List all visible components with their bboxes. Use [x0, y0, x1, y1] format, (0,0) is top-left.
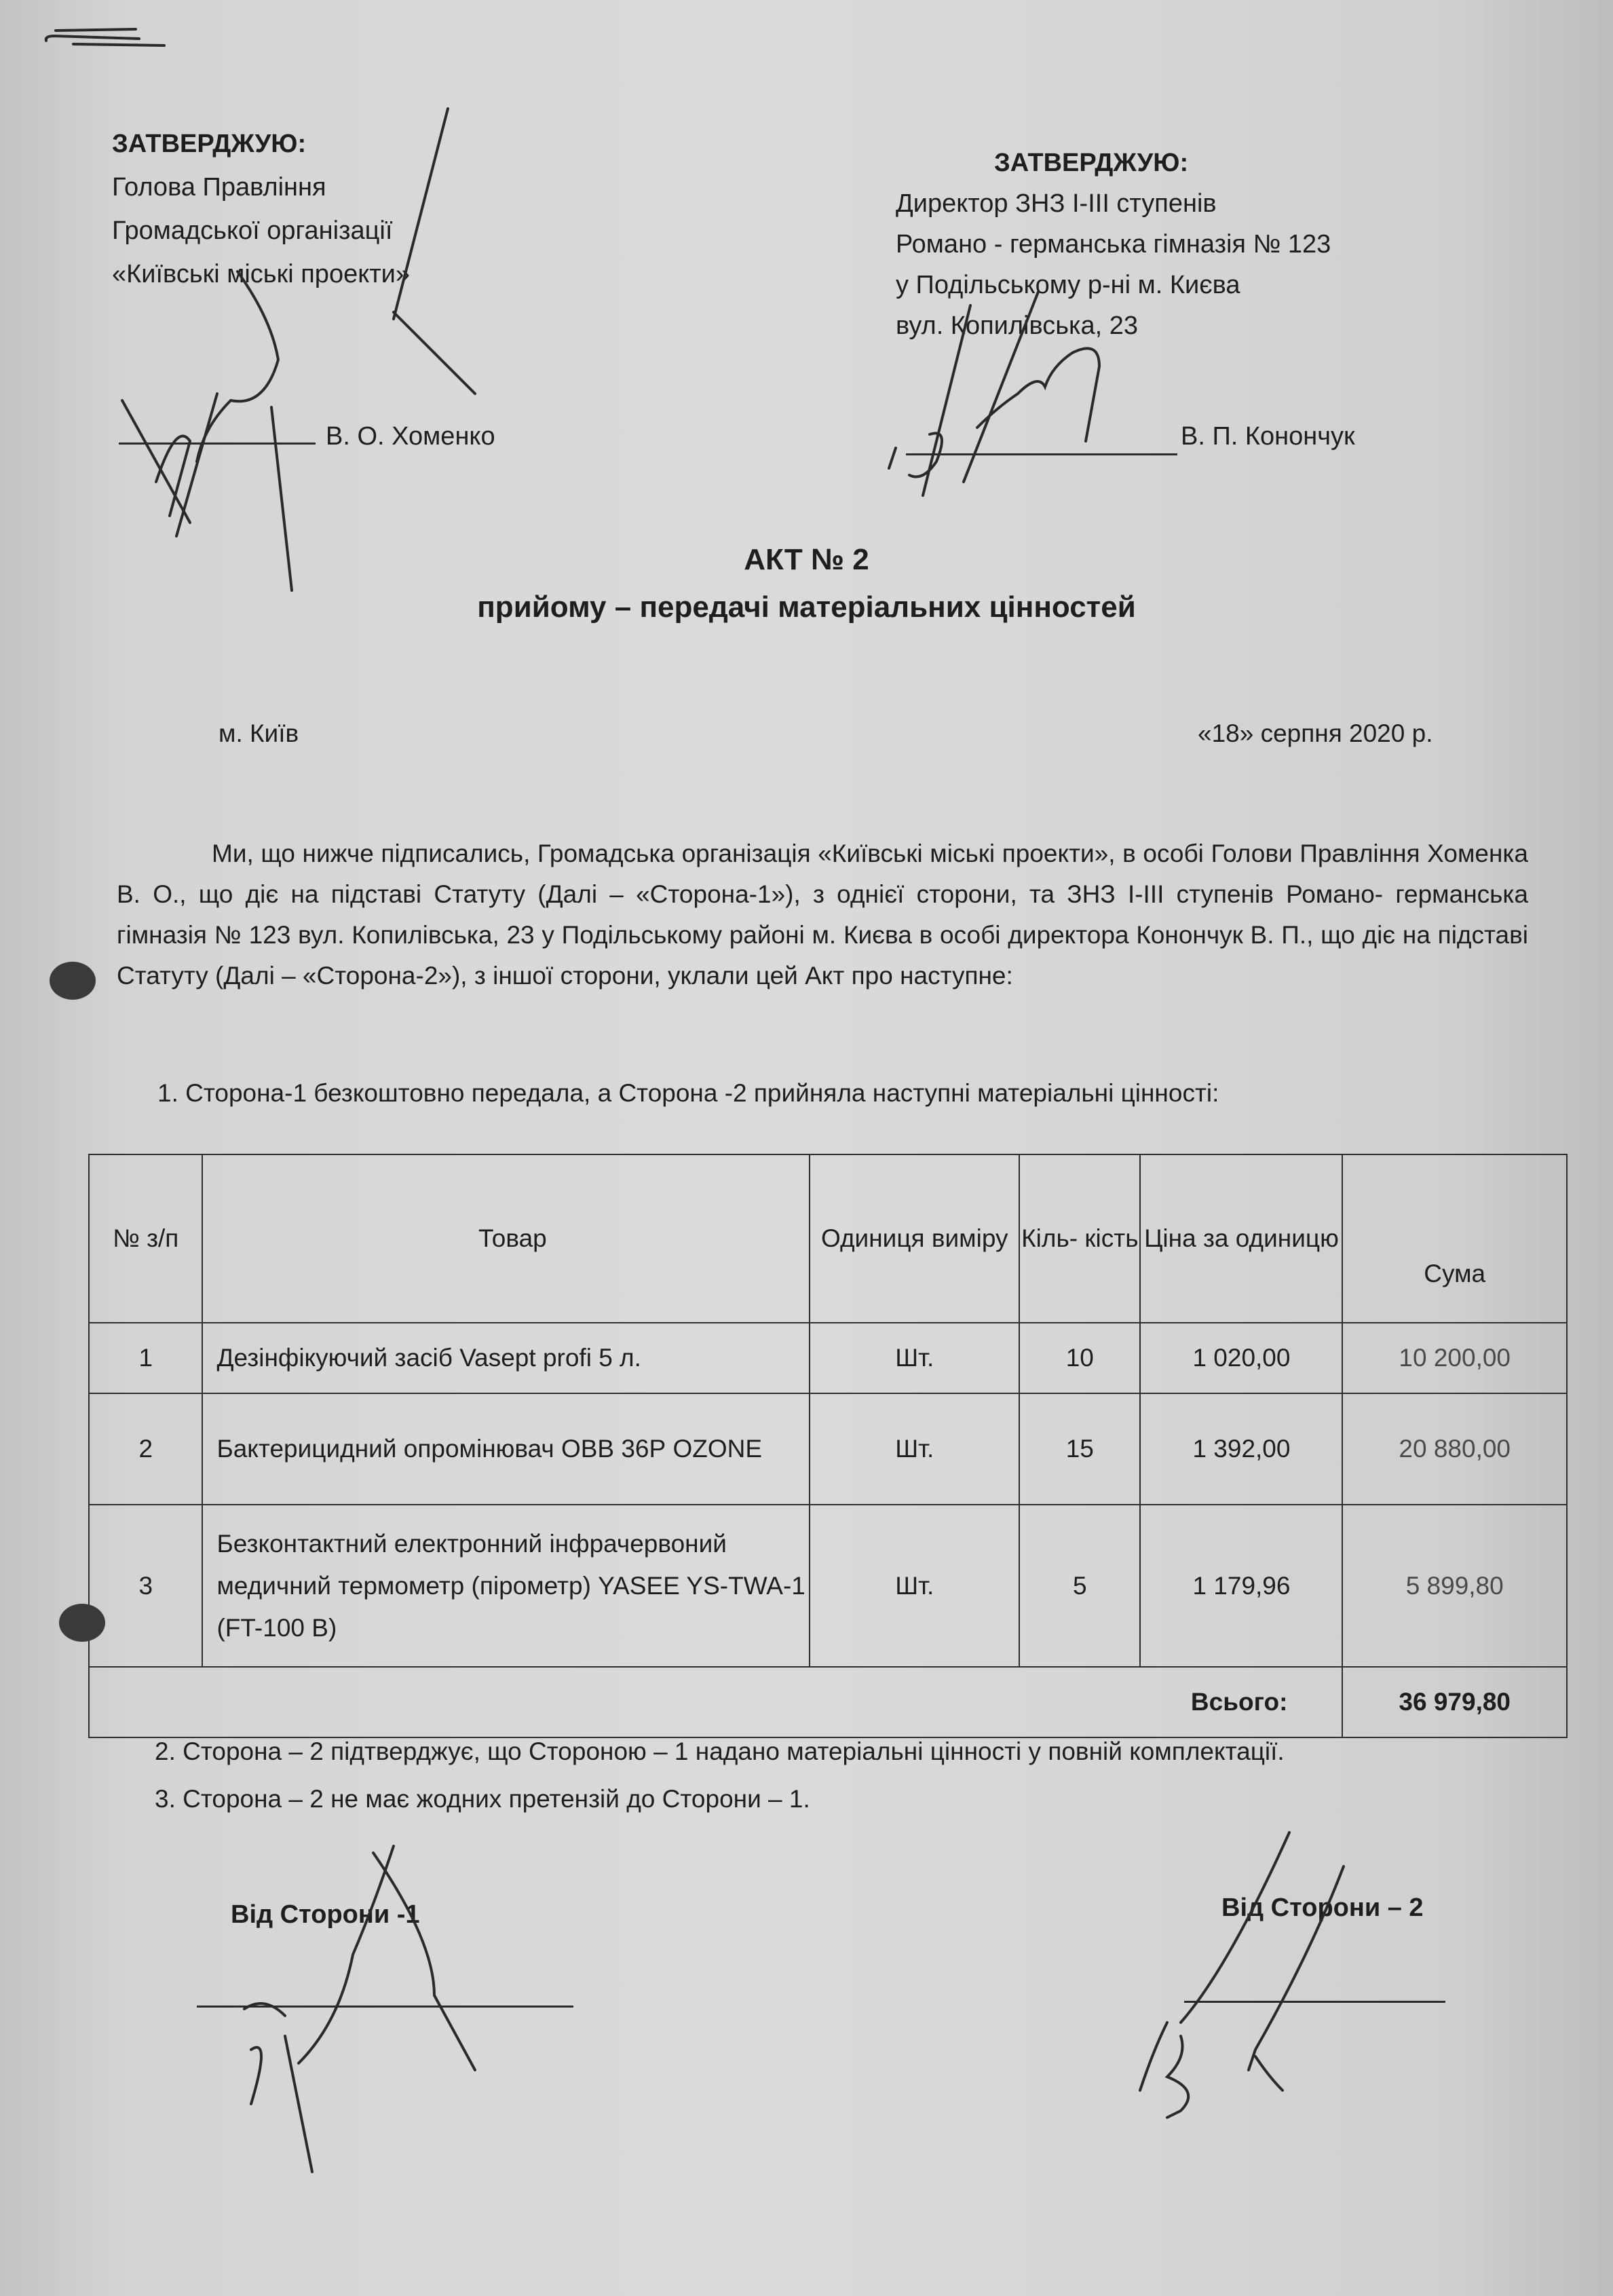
approval-line: Голова Правління: [112, 173, 326, 202]
table-row: [89, 1393, 1567, 1505]
approval-line: у Подільському р-ні м. Києва: [896, 271, 1240, 299]
handwritten-signature-right: [882, 292, 1167, 509]
document-title: АКТ № 2: [744, 543, 869, 576]
goods-table: [88, 1154, 1568, 1738]
approval-line: Директор ЗНЗ І-ІІІ ступенів: [896, 189, 1217, 218]
handwritten-signature-left: [95, 102, 475, 482]
signatory-name-left: В. О. Хоменко: [326, 422, 495, 451]
document-date: «18» серпня 2020 р.: [1198, 719, 1433, 747]
header-name: Товар: [202, 1154, 810, 1323]
cell-unit: Шт.: [810, 1505, 1019, 1667]
pen-scribble-mark: [41, 24, 176, 58]
cell-price: 1 179,96: [1140, 1505, 1342, 1667]
approval-line: Громадської організації: [112, 217, 393, 245]
cell-qty: 5: [1019, 1505, 1140, 1667]
punch-hole: [59, 1604, 105, 1642]
cell-num: 1: [89, 1323, 202, 1393]
header-num: № з/п: [89, 1154, 202, 1323]
approval-heading-right: ЗАТВЕРДЖУЮ:: [994, 149, 1189, 177]
intro-paragraph: [117, 833, 1528, 996]
cell-num: 2: [89, 1393, 202, 1505]
cell-name: Дезінфікуючий засіб Vasept profi 5 л.: [202, 1323, 810, 1393]
cell-sum: 10 200,00: [1342, 1323, 1567, 1393]
cell-qty: 10: [1019, 1323, 1140, 1393]
clause-2: 2. Сторона – 2 підтверджує, що Стороною – 1 надано матеріальні цінності у повній комплектації.: [155, 1737, 1285, 1765]
approval-line: вул. Копилівська, 23: [896, 312, 1139, 340]
cell-qty: 15: [1019, 1393, 1140, 1505]
signature-label-party-2: Від Сторони – 2: [1221, 1894, 1424, 1922]
header-sum: Сума: [1342, 1154, 1567, 1323]
handwritten-signature-party-2: [1052, 1832, 1391, 2090]
table-row: [89, 1505, 1567, 1667]
cell-price: 1 392,00: [1140, 1393, 1342, 1505]
document-subtitle: прийому – передачі матеріальних цінностей: [477, 590, 1136, 624]
approval-line: «Київські міські проекти»: [112, 260, 411, 288]
cell-unit: Шт.: [810, 1323, 1019, 1393]
cell-num: 3: [89, 1505, 202, 1667]
approval-line: Романо - германська гімназія № 123: [896, 230, 1331, 259]
cell-unit: Шт.: [810, 1393, 1019, 1505]
approval-heading-left: ЗАТВЕРДЖУЮ:: [112, 130, 307, 158]
clause-3: 3. Сторона – 2 не має жодних претензій до Сторони – 1.: [155, 1785, 810, 1813]
header-unit: Одиниця виміру: [810, 1154, 1019, 1323]
cell-name: Бактерицидний опромінювач ОВВ 36Р OZONE: [202, 1393, 810, 1505]
table-header-row: [89, 1154, 1567, 1323]
signatory-name-right: В. П. Конончук: [1181, 422, 1355, 451]
total-label: Всього:: [89, 1667, 1342, 1737]
document-city: м. Київ: [219, 719, 299, 747]
header-price: Ціна за одиницю: [1140, 1154, 1342, 1323]
cell-price: 1 020,00: [1140, 1323, 1342, 1393]
clause-1: 1. Сторона-1 безкоштовно передала, а Сторона -2 прийняла наступні матеріальні цінності:: [157, 1079, 1219, 1107]
table-row: [89, 1323, 1567, 1393]
total-value: 36 979,80: [1342, 1667, 1567, 1737]
cell-sum: 20 880,00: [1342, 1393, 1567, 1505]
header-qty: Кіль- кість: [1019, 1154, 1140, 1323]
intro-text: Ми, що нижче підписались, Громадська організація «Київські міські проекти», в особі Голови Правління Хоменка В. О., що діє на підставі Статуту (Далі – «Сторона-1»), з однієї сторони, та ЗНЗ І-ІІІ ступенів Романо- германська гімназія № 123 вул. Копилівська, 23 у Подільському районі м. Києва в особі директора Конончук В. П., що діє на підставі Статуту (Далі – «Сторона-2»), з іншої сторони, уклали цей Акт про наступне:: [117, 840, 1528, 990]
cell-sum: 5 899,80: [1342, 1505, 1567, 1667]
cell-name: Безконтактний електронний інфрачервоний медичний термометр (пірометр) YASEE YS-TWA-1 (FT-100 B): [202, 1505, 810, 1667]
punch-hole: [50, 962, 96, 1000]
handwritten-signature-party-1: [149, 1683, 556, 2063]
signature-label-party-1: Від Сторони -1: [231, 1900, 420, 1929]
